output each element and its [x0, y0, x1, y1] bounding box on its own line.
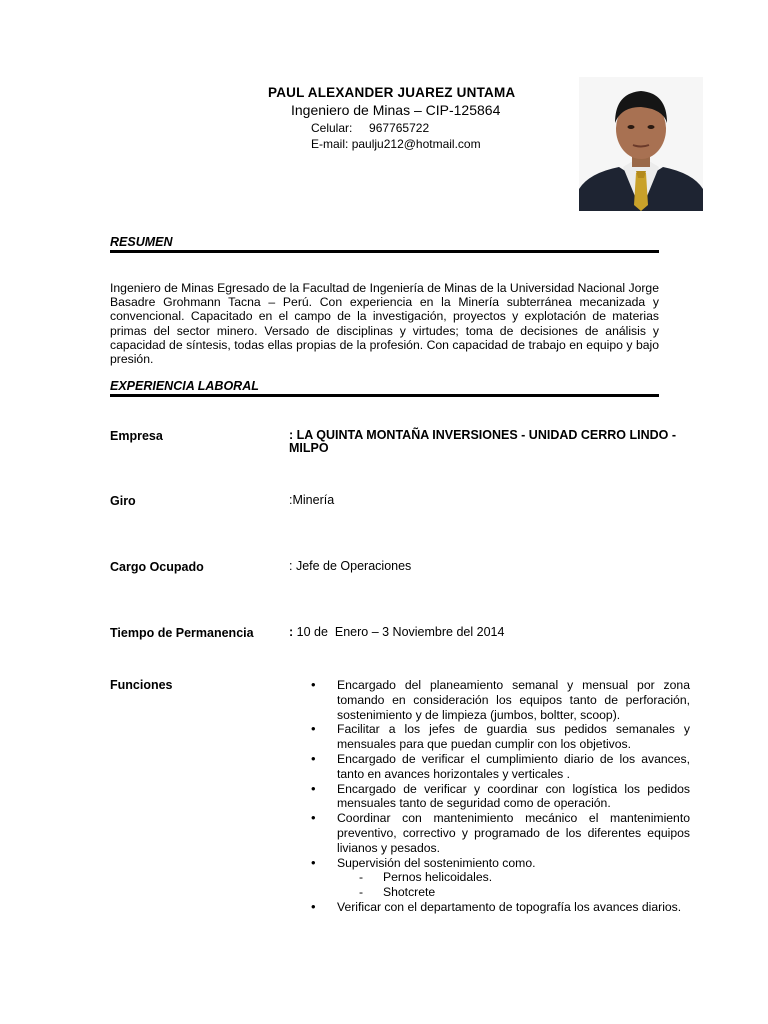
- list-item: • Facilitar a los jefes de guardia sus pedidos semanales y mensuales para que puedan cumplir con los objetivos.: [310, 722, 690, 752]
- email-value: paulju212@hotmail.com: [351, 137, 481, 151]
- email-line: [311, 137, 481, 151]
- tiempo-label: Tiempo de Permanencia: [110, 626, 254, 640]
- candidate-name: PAUL ALEXANDER JUAREZ UNTAMA: [268, 85, 516, 100]
- list-item: • Encargado de verificar el cumplimiento diario de los avances, tanto en avances horizontales y verticales .: [310, 752, 690, 782]
- list-item: • Verificar con el departamento de topografía los avances diarios.: [310, 900, 690, 915]
- tiempo-colon: :: [289, 625, 294, 639]
- sostenimiento-sublist: [337, 870, 690, 900]
- summary-paragraph: Ingeniero de Minas Egresado de la Facultad de Ingeniería de Minas de la Universidad Nacional Jorge Basadre Grohmann Tacna – Perú. Con experiencia en la Minería subterránea mecanizada y convencional. Capacitado en el campo de la investigación, proyectos y explotación de materias primas del sector minero. Versado de disciplinas y virtudes; toma de decisiones de análisis y capacidad de síntesis, todas ellas propias de la profesión. Con capacidad de trabajo en equipo y bajo presión.: [110, 281, 659, 367]
- list-item: • Encargado de verificar y coordinar con logística los pedidos mensuales tanto de seguridad como de operación.: [310, 782, 690, 812]
- portrait-illustration: [579, 77, 703, 211]
- profile-photo: [579, 77, 703, 211]
- list-item: • Encargado del planeamiento semanal y mensual por zona tomando en consideración los equipos tanto de perforación, sostenimiento y de limpieza (jumbos, boltter, scoop).: [310, 678, 690, 722]
- candidate-title: Ingeniero de Minas – CIP-125864: [291, 102, 501, 118]
- section-title-resumen: RESUMEN: [110, 235, 173, 249]
- empresa-label: Empresa: [110, 429, 163, 443]
- empresa-value: : LA QUINTA MONTAÑA INVERSIONES - UNIDAD CERRO LINDO - MILPO: [289, 428, 677, 455]
- tiempo-value: 10 de Enero – 3 Noviembre del 2014: [293, 625, 505, 639]
- phone-line: [311, 121, 429, 135]
- sostenimiento-text: Supervisión del sostenimiento como.: [337, 855, 536, 870]
- list-item: • Coordinar con mantenimiento mecánico el mantenimiento preventivo, correctivo y programado de los diferentes equipos livianos y pesados.: [310, 811, 690, 855]
- giro-label: Giro: [110, 494, 136, 508]
- cargo-value: : Jefe de Operaciones: [289, 559, 412, 573]
- section-divider: [110, 250, 659, 253]
- sub-list-item: - Shotcrete: [337, 885, 690, 900]
- giro-value: :Minería: [289, 493, 335, 507]
- email-label: E-mail:: [311, 137, 349, 151]
- section-title-experiencia: EXPERIENCIA LABORAL: [110, 379, 259, 393]
- cargo-label: Cargo Ocupado: [110, 560, 204, 574]
- sub-list-item: - Pernos helicoidales.: [337, 870, 690, 885]
- tiempo-value-line: [289, 626, 709, 639]
- funciones-list: [310, 678, 690, 915]
- phone-value: 967765722: [369, 121, 430, 135]
- section-divider: [110, 394, 659, 397]
- phone-label: Celular:: [311, 121, 353, 135]
- funciones-label: Funciones: [110, 678, 173, 692]
- list-item-sostenimiento: [310, 856, 690, 900]
